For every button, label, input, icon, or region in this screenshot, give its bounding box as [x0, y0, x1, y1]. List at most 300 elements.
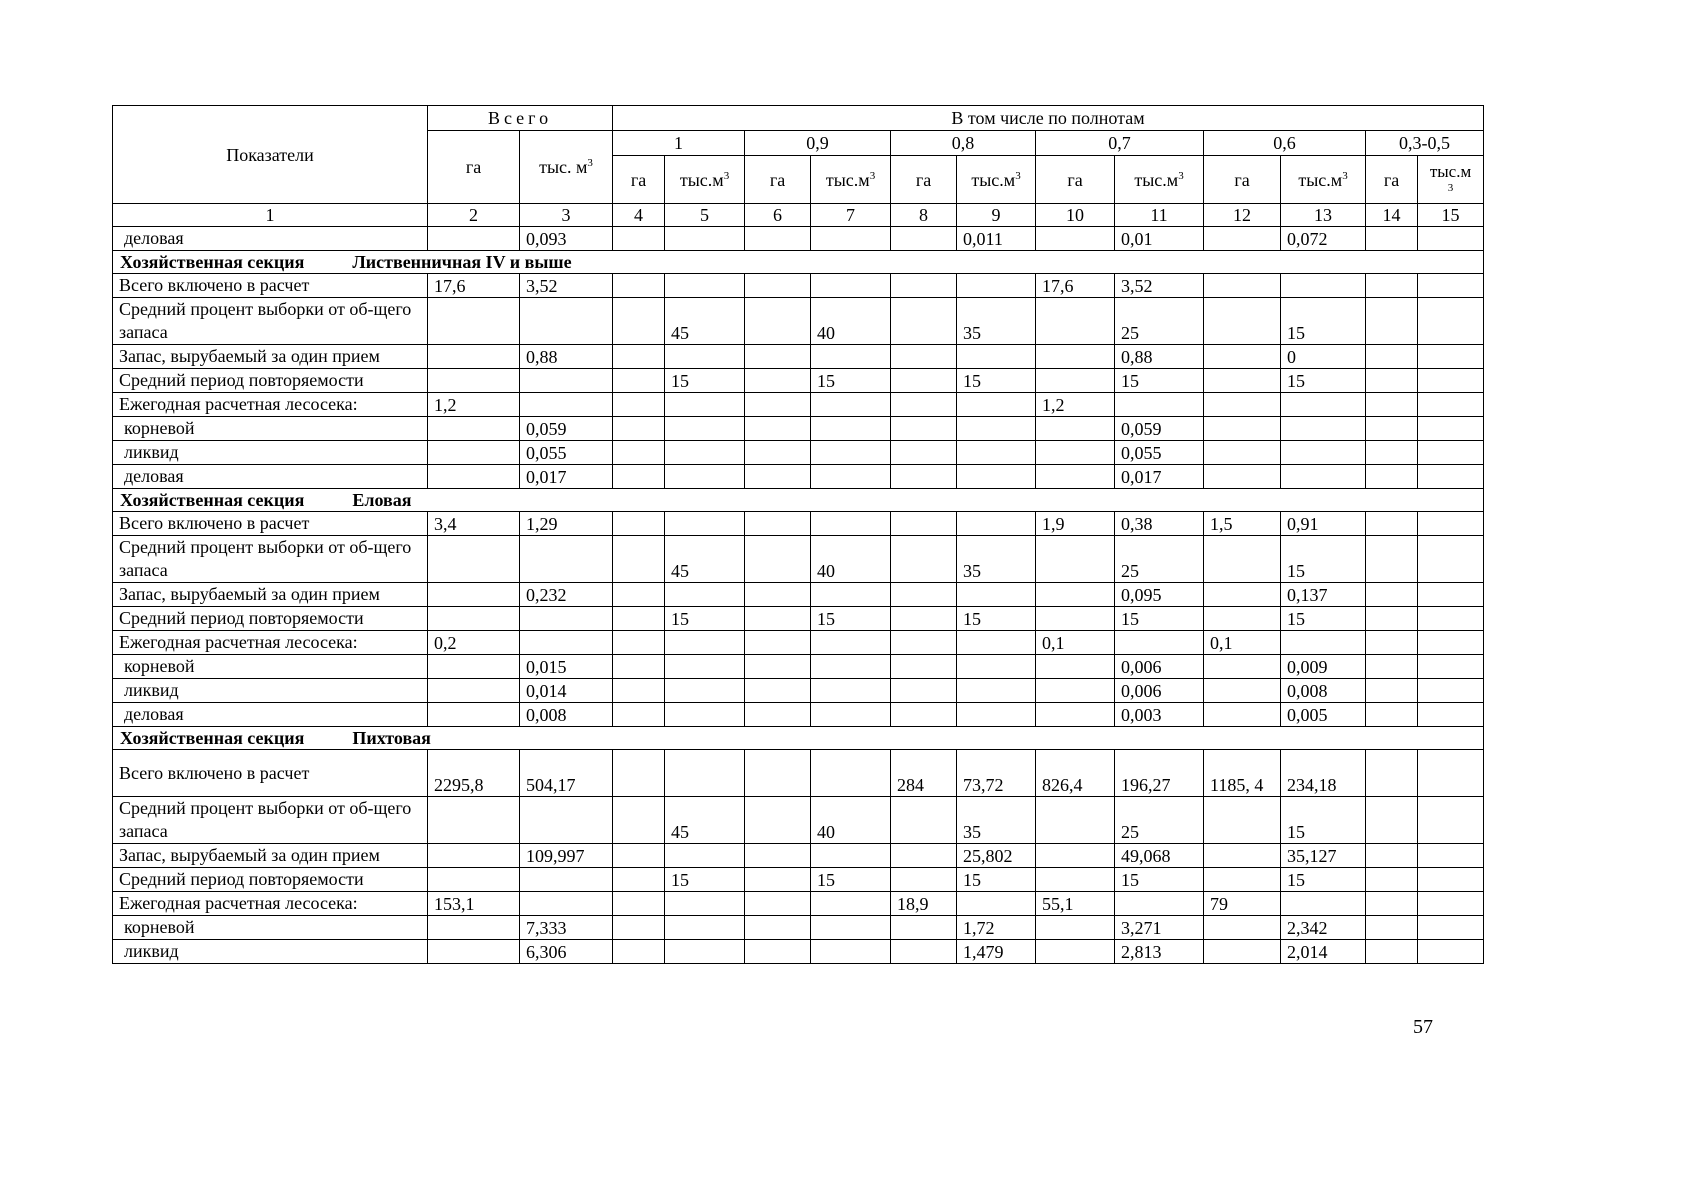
section-label: Хозяйственная секция: [120, 490, 305, 510]
table-cell: [1036, 868, 1115, 892]
table-cell: [665, 703, 745, 727]
table-cell: [957, 679, 1036, 703]
table-cell: [811, 512, 891, 536]
table-cell: [1366, 583, 1418, 607]
table-row: [113, 607, 1484, 631]
table-cell: [1418, 679, 1484, 703]
table-cell: [891, 655, 957, 679]
column-number: 7: [811, 204, 891, 227]
table-cell: [665, 631, 745, 655]
table-cell: 284: [891, 750, 957, 797]
table-cell: [428, 345, 520, 369]
table-cell: [665, 465, 745, 489]
table-cell: [1366, 465, 1418, 489]
table-cell: 0,232: [520, 583, 613, 607]
section-title: [113, 251, 1484, 274]
table-cell: [613, 298, 665, 345]
table-cell: [1366, 536, 1418, 583]
table-cell: [613, 844, 665, 868]
table-cell: 15: [665, 868, 745, 892]
table-cell: 15: [811, 369, 891, 393]
table-cell: 25,802: [957, 844, 1036, 868]
table-cell: 1,72: [957, 916, 1036, 940]
table-cell: [745, 892, 811, 916]
row-label: Средний процент выборки от об-щего запаса: [113, 536, 428, 583]
table-cell: [891, 797, 957, 844]
table-cell: 0,055: [1115, 441, 1204, 465]
table-cell: [1366, 369, 1418, 393]
table-cell: [811, 441, 891, 465]
table-cell: [745, 512, 811, 536]
table-row: [113, 369, 1484, 393]
table-cell: [891, 679, 957, 703]
table-cell: [613, 441, 665, 465]
table-cell: [613, 797, 665, 844]
table-row: [113, 892, 1484, 916]
table-cell: [745, 536, 811, 583]
table-cell: 2,813: [1115, 940, 1204, 964]
table-cell: [613, 536, 665, 583]
table-cell: [665, 844, 745, 868]
table-cell: [745, 583, 811, 607]
section-name: Лиственничная IV и выше: [352, 252, 572, 272]
table-row: [113, 583, 1484, 607]
table-cell: [1418, 607, 1484, 631]
table-cell: 45: [665, 298, 745, 345]
table-cell: [1036, 298, 1115, 345]
table-cell: [1204, 868, 1281, 892]
table-cell: 2,342: [1281, 916, 1366, 940]
table-cell: 45: [665, 797, 745, 844]
table-cell: 0: [1281, 345, 1366, 369]
table-cell: [1204, 583, 1281, 607]
table-row: [113, 797, 1484, 844]
table-cell: [520, 393, 613, 417]
table-cell: [957, 703, 1036, 727]
table-cell: [1204, 393, 1281, 417]
table-cell: [428, 916, 520, 940]
section-title: [113, 489, 1484, 512]
table-cell: [1281, 465, 1366, 489]
table-cell: [665, 679, 745, 703]
row-label: корневой: [113, 916, 428, 940]
table-cell: [1204, 536, 1281, 583]
table-cell: [1366, 916, 1418, 940]
table-cell: [1418, 703, 1484, 727]
row-label: Всего включено в расчет: [113, 512, 428, 536]
table-cell: 7,333: [520, 916, 613, 940]
table-cell: [811, 465, 891, 489]
row-label: ликвид: [113, 679, 428, 703]
table-cell: [811, 583, 891, 607]
column-number: 12: [1204, 204, 1281, 227]
table-cell: [520, 868, 613, 892]
table-cell: 18,9: [891, 892, 957, 916]
table-cell: [891, 369, 957, 393]
table-cell: [1418, 940, 1484, 964]
table-row: [113, 916, 1484, 940]
row-label: ликвид: [113, 441, 428, 465]
table-cell: [745, 631, 811, 655]
table-cell: 17,6: [428, 274, 520, 298]
table-cell: [428, 441, 520, 465]
table-cell: [745, 655, 811, 679]
table-cell: [745, 369, 811, 393]
table-row: [113, 441, 1484, 465]
table-cell: [1418, 797, 1484, 844]
table-row: [113, 703, 1484, 727]
table-cell: [1418, 868, 1484, 892]
table-cell: [1204, 298, 1281, 345]
table-cell: [1366, 797, 1418, 844]
table-cell: 0,006: [1115, 655, 1204, 679]
table-row: [113, 750, 1484, 797]
table-cell: [891, 441, 957, 465]
column-number: 5: [665, 204, 745, 227]
table-cell: 3,271: [1115, 916, 1204, 940]
column-number: 11: [1115, 204, 1204, 227]
table-cell: [1204, 940, 1281, 964]
table-cell: [613, 703, 665, 727]
section-title: [113, 727, 1484, 750]
table-cell: [428, 583, 520, 607]
table-cell: 15: [957, 607, 1036, 631]
row-label: Запас, вырубаемый за один прием: [113, 844, 428, 868]
table-cell: [1366, 512, 1418, 536]
table-cell: 0,008: [520, 703, 613, 727]
table-cell: [1418, 227, 1484, 251]
table-cell: 1,5: [1204, 512, 1281, 536]
table-cell: [613, 631, 665, 655]
table-cell: [520, 607, 613, 631]
table-cell: [520, 298, 613, 345]
table-cell: 6,306: [520, 940, 613, 964]
table-cell: [613, 607, 665, 631]
table-cell: 0,014: [520, 679, 613, 703]
header-unit-volume: $тыс.м^3$: [957, 156, 1036, 204]
column-number: 13: [1281, 204, 1366, 227]
table-cell: [1204, 679, 1281, 703]
header-unit-volume: тыс.м 3: [1418, 156, 1484, 204]
table-cell: [428, 536, 520, 583]
table-cell: [1418, 369, 1484, 393]
table-cell: [613, 393, 665, 417]
table-cell: [957, 274, 1036, 298]
row-label: Всего включено в расчет: [113, 274, 428, 298]
table-cell: [1418, 536, 1484, 583]
table-cell: [1418, 844, 1484, 868]
row-label: корневой: [113, 417, 428, 441]
table-cell: [1366, 892, 1418, 916]
table-cell: [891, 607, 957, 631]
table-cell: [1036, 536, 1115, 583]
table-cell: [1366, 679, 1418, 703]
table-row: [113, 940, 1484, 964]
table-cell: [428, 868, 520, 892]
row-label: ликвид: [113, 940, 428, 964]
table-cell: [891, 274, 957, 298]
table-cell: [957, 655, 1036, 679]
table-cell: [745, 298, 811, 345]
table-cell: [613, 655, 665, 679]
table-cell: [1418, 441, 1484, 465]
table-cell: [1036, 916, 1115, 940]
table-cell: [665, 417, 745, 441]
table-cell: [428, 465, 520, 489]
table-cell: [891, 298, 957, 345]
table-cell: [891, 345, 957, 369]
header-unit-volume: $тыс.м^3$: [1281, 156, 1366, 204]
table-cell: 1,2: [1036, 393, 1115, 417]
column-numbers-row: [113, 204, 1484, 227]
table-cell: 0,01: [1115, 227, 1204, 251]
row-label: Средний период повторяемости: [113, 607, 428, 631]
table-cell: [1418, 631, 1484, 655]
row-label: Запас, вырубаемый за один прием: [113, 345, 428, 369]
table-cell: [613, 868, 665, 892]
table-cell: [811, 417, 891, 441]
table-cell: [1204, 441, 1281, 465]
table-cell: 35: [957, 536, 1036, 583]
table-cell: [891, 868, 957, 892]
header-indicators: Показатели: [113, 106, 428, 204]
row-label: Запас, вырубаемый за один прием: [113, 583, 428, 607]
table-cell: [811, 940, 891, 964]
column-number: 14: [1366, 204, 1418, 227]
table-cell: [1418, 393, 1484, 417]
table-cell: [745, 868, 811, 892]
header-density: 1: [613, 131, 745, 156]
table-body: [113, 227, 1484, 964]
table-cell: [520, 631, 613, 655]
table-row: [113, 679, 1484, 703]
header-unit-ha: га: [613, 156, 665, 204]
table-cell: 2,014: [1281, 940, 1366, 964]
table-cell: [1418, 655, 1484, 679]
table-cell: 35: [957, 298, 1036, 345]
table-cell: [613, 274, 665, 298]
table-cell: 15: [1281, 797, 1366, 844]
table-cell: [891, 536, 957, 583]
table-cell: 504,17: [520, 750, 613, 797]
table-cell: [811, 227, 891, 251]
column-number: 3: [520, 204, 613, 227]
table-cell: [613, 679, 665, 703]
header-unit-ha: га: [1366, 156, 1418, 204]
table-cell: [1366, 655, 1418, 679]
table-cell: [613, 417, 665, 441]
table-cell: [957, 465, 1036, 489]
table-cell: [1036, 797, 1115, 844]
table-cell: 15: [665, 607, 745, 631]
table-cell: 1,2: [428, 393, 520, 417]
table-cell: 0,072: [1281, 227, 1366, 251]
table-cell: [428, 655, 520, 679]
table-cell: [745, 940, 811, 964]
table-cell: [745, 679, 811, 703]
table-cell: [745, 844, 811, 868]
column-number: 6: [745, 204, 811, 227]
table-cell: [428, 679, 520, 703]
header-density: 0,7: [1036, 131, 1204, 156]
table-cell: [428, 227, 520, 251]
table-cell: [891, 465, 957, 489]
table-cell: [1418, 298, 1484, 345]
table-row: [113, 868, 1484, 892]
table-cell: [520, 369, 613, 393]
table-cell: [428, 298, 520, 345]
table-cell: 40: [811, 797, 891, 844]
table-cell: [613, 345, 665, 369]
table-cell: 0,011: [957, 227, 1036, 251]
table-cell: [1418, 750, 1484, 797]
table-cell: [1418, 916, 1484, 940]
table-cell: [1281, 892, 1366, 916]
table-cell: [1204, 655, 1281, 679]
table-cell: [1281, 393, 1366, 417]
table-cell: [665, 750, 745, 797]
table-cell: 0,055: [520, 441, 613, 465]
table-cell: [957, 417, 1036, 441]
table-cell: 15: [1115, 868, 1204, 892]
table-cell: [1281, 631, 1366, 655]
table-cell: [428, 844, 520, 868]
table-cell: [745, 465, 811, 489]
table-cell: [1204, 916, 1281, 940]
table-cell: [957, 393, 1036, 417]
table-cell: 1,29: [520, 512, 613, 536]
table-cell: [811, 679, 891, 703]
table-cell: [613, 227, 665, 251]
forest-harvest-table: [112, 105, 1484, 964]
section-label: Хозяйственная секция: [120, 728, 305, 748]
row-label: деловая: [113, 227, 428, 251]
table-row: [113, 345, 1484, 369]
table-cell: [745, 274, 811, 298]
table-cell: [665, 512, 745, 536]
table-cell: 3,52: [1115, 274, 1204, 298]
table-row: [113, 844, 1484, 868]
table-cell: 0,38: [1115, 512, 1204, 536]
table-cell: [613, 512, 665, 536]
table-cell: [613, 465, 665, 489]
table-cell: [745, 797, 811, 844]
table-cell: [1366, 844, 1418, 868]
table-cell: [811, 393, 891, 417]
row-label: Ежегодная расчетная лесосека:: [113, 892, 428, 916]
table-cell: [957, 631, 1036, 655]
table-cell: 15: [1115, 369, 1204, 393]
table-cell: 17,6: [1036, 274, 1115, 298]
table-cell: 0,009: [1281, 655, 1366, 679]
header-by-density: В том числе по полнотам: [613, 106, 1484, 131]
table-cell: [1418, 583, 1484, 607]
section-header-row: [113, 489, 1484, 512]
table-cell: 15: [1281, 607, 1366, 631]
table-cell: 15: [811, 607, 891, 631]
row-label: Средний процент выборки от об-щего запаса: [113, 797, 428, 844]
table-cell: 15: [1281, 868, 1366, 892]
table-cell: [1036, 465, 1115, 489]
table-cell: 73,72: [957, 750, 1036, 797]
table-cell: [957, 441, 1036, 465]
table-cell: 15: [665, 369, 745, 393]
table-cell: [1366, 227, 1418, 251]
table-row: [113, 512, 1484, 536]
table-cell: 826,4: [1036, 750, 1115, 797]
table-cell: [1366, 441, 1418, 465]
header-unit-ha: га: [745, 156, 811, 204]
table-cell: [613, 940, 665, 964]
table-cell: [957, 512, 1036, 536]
table-cell: [1366, 607, 1418, 631]
table-cell: [1366, 940, 1418, 964]
table-cell: [811, 750, 891, 797]
table-cell: [1418, 345, 1484, 369]
table-cell: 25: [1115, 298, 1204, 345]
table-row: [113, 631, 1484, 655]
table-cell: [665, 940, 745, 964]
table-cell: [1204, 844, 1281, 868]
table-cell: [428, 607, 520, 631]
table-cell: [665, 441, 745, 465]
row-label: Средний процент выборки от об-щего запаса: [113, 298, 428, 345]
table-cell: [811, 631, 891, 655]
table-cell: [745, 750, 811, 797]
table-cell: 35,127: [1281, 844, 1366, 868]
table-row: [113, 536, 1484, 583]
table-cell: [665, 916, 745, 940]
table-cell: [428, 797, 520, 844]
table-cell: [1036, 441, 1115, 465]
table-cell: [520, 536, 613, 583]
table-cell: [1204, 369, 1281, 393]
table-row: [113, 227, 1484, 251]
table-cell: [891, 393, 957, 417]
column-number: 10: [1036, 204, 1115, 227]
row-label: Всего включено в расчет: [113, 750, 428, 797]
table-cell: [613, 916, 665, 940]
table-cell: [1281, 417, 1366, 441]
row-label: деловая: [113, 465, 428, 489]
header-total-ha: га: [428, 131, 520, 204]
table-cell: 0,1: [1036, 631, 1115, 655]
table-header: [113, 106, 1484, 227]
table-cell: [1036, 679, 1115, 703]
table-cell: [745, 345, 811, 369]
table-cell: 0,003: [1115, 703, 1204, 727]
table-cell: 1,9: [1036, 512, 1115, 536]
table-cell: [665, 274, 745, 298]
table-cell: 40: [811, 298, 891, 345]
table-cell: [428, 940, 520, 964]
table-cell: [613, 750, 665, 797]
table-cell: [1036, 369, 1115, 393]
header-density: 0,9: [745, 131, 891, 156]
table-cell: 0,095: [1115, 583, 1204, 607]
table-cell: [745, 227, 811, 251]
table-cell: [1036, 583, 1115, 607]
table-cell: 0,059: [520, 417, 613, 441]
table-cell: 25: [1115, 536, 1204, 583]
table-cell: [1281, 274, 1366, 298]
column-number: 4: [613, 204, 665, 227]
table-cell: [1418, 512, 1484, 536]
table-cell: 49,068: [1115, 844, 1204, 868]
table-cell: [811, 916, 891, 940]
header-unit-volume: $тыс.м^3$: [665, 156, 745, 204]
table-cell: 15: [1281, 536, 1366, 583]
